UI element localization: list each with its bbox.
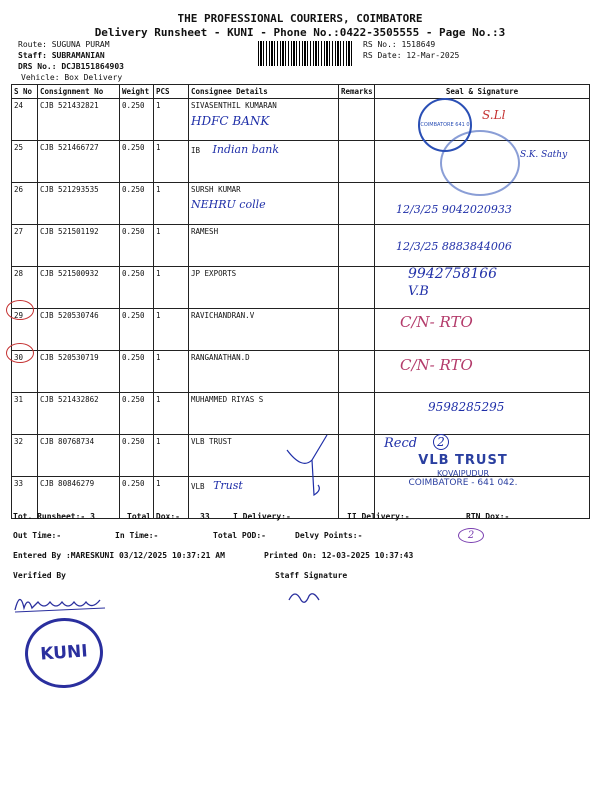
cell-pcs: 1	[154, 225, 189, 267]
cell-consignee: JP EXPORTS	[189, 267, 339, 309]
cell-remarks	[339, 435, 375, 477]
signature: S.Ll	[482, 108, 506, 122]
consignee-name: SIVASENTHIL KUMARAN	[191, 101, 277, 110]
cell-weight: 0.250	[120, 99, 154, 141]
i-delivery: I Delivery:-	[233, 512, 291, 521]
cell-consignment: CJB 521293535	[38, 183, 120, 225]
table-header-row	[12, 85, 590, 99]
stamp-place: KOVAIPUDUR	[436, 469, 489, 478]
handwritten-note: NEHRU colle	[191, 198, 266, 211]
col-seal: Seal & Signature	[375, 85, 590, 99]
cell-sno: 28	[12, 267, 38, 309]
remark-rto: C/N- RTO	[400, 313, 473, 331]
cell-consignment: CJB 520530746	[38, 309, 120, 351]
cell-consignee: RAVICHANDRAN.V	[189, 309, 339, 351]
consignee-name: VLB	[191, 482, 205, 491]
document-subtitle: Delivery Runsheet - KUNI - Phone No.:0422-3505555 - Page No.:3	[94, 26, 506, 39]
ii-delivery: II Delivery:-	[347, 512, 410, 521]
cell-consignee	[189, 183, 339, 225]
cell-weight: 0.250	[120, 393, 154, 435]
consignee-name: SURSH KUMAR	[191, 185, 241, 194]
printed-on: Printed On: 12-03-2025 10:37:43	[264, 551, 414, 560]
rs-date: RS Date: 12-Mar-2025	[363, 51, 460, 60]
cell-remarks	[339, 267, 375, 309]
cell-pcs: 1	[154, 309, 189, 351]
received-note: Recd	[384, 436, 418, 451]
cell-weight: 0.250	[120, 267, 154, 309]
cell-pcs: 1	[154, 393, 189, 435]
handwritten-note: Indian bank	[212, 143, 280, 156]
col-weight: Weight	[120, 85, 154, 99]
cell-consignee	[189, 99, 339, 141]
in-time: In Time:-	[115, 531, 159, 540]
cell-consignee: MUHAMMED RIYAS S	[189, 393, 339, 435]
cell-consignee: RANGANATHAN.D	[189, 351, 339, 393]
entered-by: Entered By :MARESKUNI 03/12/2025 10:37:21 AM	[13, 551, 225, 560]
col-sno: S No	[12, 85, 38, 99]
cell-consignment: CJB 520530719	[38, 351, 120, 393]
cell-pcs: 1	[154, 435, 189, 477]
cell-consignee: VLB TRUST	[189, 435, 339, 477]
table-row	[12, 309, 590, 351]
consignee-name: IB	[191, 146, 201, 155]
cell-sno: 33	[12, 477, 38, 519]
cell-pcs: 1	[154, 477, 189, 519]
cell-weight: 0.250	[120, 351, 154, 393]
total-pod: Total POD:-	[213, 531, 266, 540]
cell-weight: 0.250	[120, 309, 154, 351]
staff-signature-scribble	[285, 586, 325, 608]
verifier-signature	[10, 588, 110, 616]
cell-sno: 25	[12, 141, 38, 183]
staff-signature-label: Staff Signature	[275, 571, 348, 580]
barcode-graphic	[258, 41, 354, 66]
rtn-dox: RTN Dox:-	[466, 512, 510, 521]
cell-remarks	[339, 183, 375, 225]
remark-rto: C/N- RTO	[400, 356, 473, 374]
rtn-count: 2	[458, 528, 484, 543]
round-seal-stamp	[440, 130, 520, 196]
tot-runsheet: Tot. Runsheet:- 3	[13, 512, 95, 521]
cell-pcs: 1	[154, 99, 189, 141]
cell-remarks	[339, 225, 375, 267]
cell-sno: 24	[12, 99, 38, 141]
handwritten-note: HDFC BANK	[191, 114, 270, 128]
cell-remarks	[339, 99, 375, 141]
handwritten-note: Trust	[213, 479, 243, 492]
cell-weight: 0.250	[120, 225, 154, 267]
cell-sno: 30	[12, 351, 38, 393]
table-row	[12, 267, 590, 309]
stamp-name: VLB TRUST	[418, 453, 508, 468]
vehicle-label: Vehicle: Box Delivery	[21, 73, 123, 82]
cell-weight: 0.250	[120, 183, 154, 225]
col-consignee: Consignee Details	[189, 85, 339, 99]
cell-consignment: CJB 521432862	[38, 393, 120, 435]
cell-weight: 0.250	[120, 141, 154, 183]
total-dox-value: 33	[200, 512, 210, 521]
cell-consignment: CJB 80846279	[38, 477, 120, 519]
stamp-city: COIMBATORE - 641 042.	[408, 478, 518, 488]
signature-scribble	[282, 430, 342, 500]
received-count: 2	[433, 434, 449, 450]
rs-number: RS No.: 1518649	[363, 40, 436, 49]
cell-consignment: CJB 521432821	[38, 99, 120, 141]
cell-consignment: CJB 521500932	[38, 267, 120, 309]
kuni-stamp: KUNI	[23, 615, 106, 690]
cell-remarks	[339, 309, 375, 351]
cell-sno: 31	[12, 393, 38, 435]
drs-number: DRS No.: DCJB151864903	[18, 62, 124, 71]
col-remarks: Remarks	[339, 85, 375, 99]
phone-number: 9598285295	[428, 400, 505, 414]
cell-consignment: CJB 80768734	[38, 435, 120, 477]
vlb-trust-stamp	[388, 453, 538, 488]
cell-remarks	[339, 141, 375, 183]
cell-sno: 32	[12, 435, 38, 477]
phone-number: 9942758166	[408, 266, 498, 282]
cell-weight: 0.250	[120, 435, 154, 477]
signature-date-phone: 12/3/25 8883844006	[396, 240, 512, 253]
circle-mark	[6, 343, 34, 363]
staff-label: Staff: SUBRAMANIAN	[18, 51, 105, 60]
cell-sno: 29	[12, 309, 38, 351]
signature: S.K. Sathy	[520, 150, 568, 160]
cell-consignment: CJB 521466727	[38, 141, 120, 183]
route-label: Route: SUGUNA PURAM	[18, 40, 110, 49]
cell-sno: 26	[12, 183, 38, 225]
cell-consignment: CJB 521501192	[38, 225, 120, 267]
document-title: THE PROFESSIONAL COURIERS, COIMBATORE	[177, 12, 423, 25]
circle-mark	[6, 300, 34, 320]
total-dox-label: Total Dox:-	[127, 512, 180, 521]
delvy-points: Delvy Points:-	[295, 531, 363, 540]
cell-weight: 0.250	[120, 477, 154, 519]
cell-pcs: 1	[154, 183, 189, 225]
cell-remarks	[339, 351, 375, 393]
col-pcs: PCS	[154, 85, 189, 99]
cell-consignee	[189, 141, 339, 183]
signature: V.B	[408, 284, 429, 299]
out-time: Out Time:-	[13, 531, 62, 540]
col-consignment: Consignment No	[38, 85, 120, 99]
round-seal-stamp: COIMBATORE 641 0	[418, 98, 472, 152]
cell-pcs: 1	[154, 267, 189, 309]
verified-by-label: Verified By	[13, 571, 66, 580]
cell-pcs: 1	[154, 351, 189, 393]
cell-remarks	[339, 393, 375, 435]
cell-consignee: RAMESH	[189, 225, 339, 267]
cell-sno: 27	[12, 225, 38, 267]
signature-date-phone: 12/3/25 9042020933	[396, 203, 512, 216]
table-row	[12, 351, 590, 393]
cell-pcs: 1	[154, 141, 189, 183]
